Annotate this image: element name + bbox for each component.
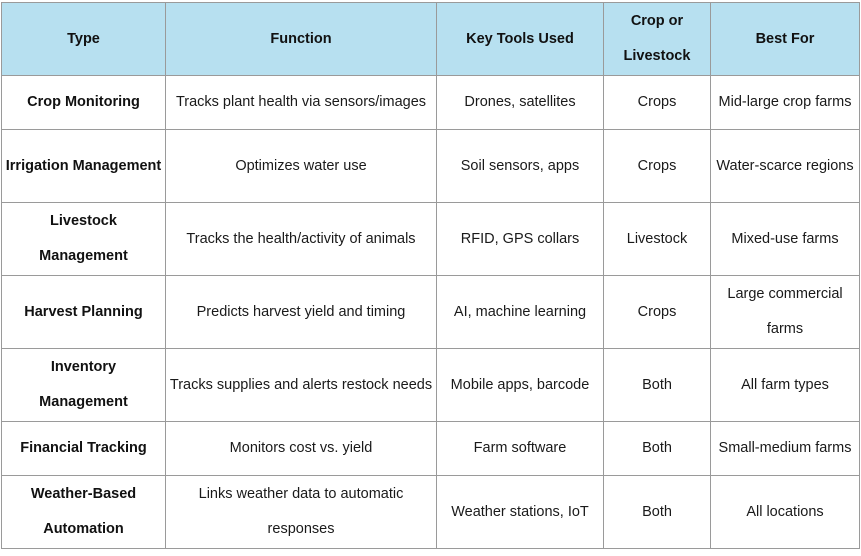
table-row xyxy=(2,476,860,549)
cell-type: Livestock Management xyxy=(2,203,166,276)
cell-crop-or-livestock: Crops xyxy=(604,130,711,203)
cell-best-for: Mid-large crop farms xyxy=(711,76,860,130)
cell-function: Tracks supplies and alerts restock needs xyxy=(166,349,437,422)
cell-key-tools: Weather stations, IoT xyxy=(437,476,604,549)
cell-key-tools: Farm software xyxy=(437,422,604,476)
table-row xyxy=(2,276,860,349)
cell-best-for: Large commercial farms xyxy=(711,276,860,349)
cell-type: Irrigation Management xyxy=(2,130,166,203)
cell-key-tools: Mobile apps, barcode xyxy=(437,349,604,422)
header-crop-or-livestock: Crop or Livestock xyxy=(604,3,711,76)
table-row xyxy=(2,203,860,276)
cell-type: Crop Monitoring xyxy=(2,76,166,130)
cell-key-tools: RFID, GPS collars xyxy=(437,203,604,276)
farm-software-comparison-table xyxy=(1,2,860,549)
cell-best-for: Water-scarce regions xyxy=(711,130,860,203)
cell-crop-or-livestock: Crops xyxy=(604,76,711,130)
cell-key-tools: Soil sensors, apps xyxy=(437,130,604,203)
table-row xyxy=(2,349,860,422)
header-type: Type xyxy=(2,3,166,76)
cell-key-tools: Drones, satellites xyxy=(437,76,604,130)
cell-crop-or-livestock: Crops xyxy=(604,276,711,349)
table-row xyxy=(2,76,860,130)
cell-function: Optimizes water use xyxy=(166,130,437,203)
cell-function: Predicts harvest yield and timing xyxy=(166,276,437,349)
table-header-row xyxy=(2,3,860,76)
cell-type: Inventory Management xyxy=(2,349,166,422)
cell-crop-or-livestock: Livestock xyxy=(604,203,711,276)
cell-function: Tracks the health/activity of animals xyxy=(166,203,437,276)
table-row xyxy=(2,422,860,476)
cell-best-for: All farm types xyxy=(711,349,860,422)
header-key-tools: Key Tools Used xyxy=(437,3,604,76)
cell-crop-or-livestock: Both xyxy=(604,422,711,476)
cell-function: Tracks plant health via sensors/images xyxy=(166,76,437,130)
cell-crop-or-livestock: Both xyxy=(604,476,711,549)
table-row xyxy=(2,130,860,203)
cell-key-tools: AI, machine learning xyxy=(437,276,604,349)
header-function: Function xyxy=(166,3,437,76)
cell-function: Monitors cost vs. yield xyxy=(166,422,437,476)
cell-function: Links weather data to automatic responses xyxy=(166,476,437,549)
cell-type: Financial Tracking xyxy=(2,422,166,476)
cell-best-for: All locations xyxy=(711,476,860,549)
cell-type: Weather-Based Automation xyxy=(2,476,166,549)
cell-type: Harvest Planning xyxy=(2,276,166,349)
cell-best-for: Small-medium farms xyxy=(711,422,860,476)
cell-crop-or-livestock: Both xyxy=(604,349,711,422)
cell-best-for: Mixed-use farms xyxy=(711,203,860,276)
header-best-for: Best For xyxy=(711,3,860,76)
